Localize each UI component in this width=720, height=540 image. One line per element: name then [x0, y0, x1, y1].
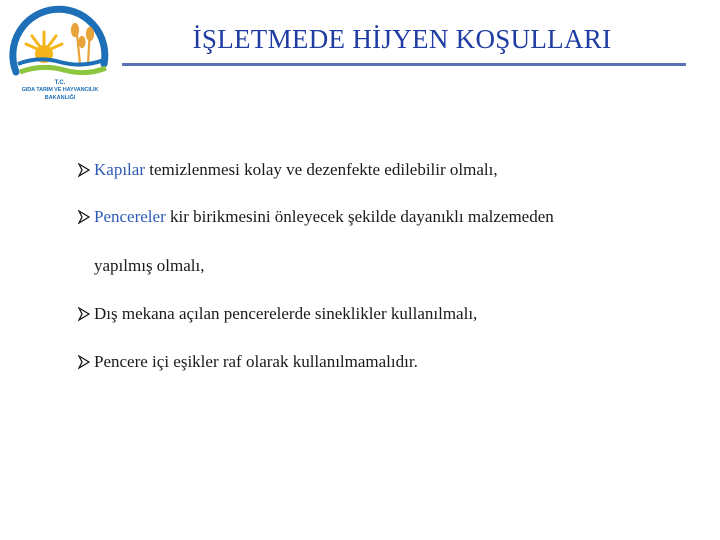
bullet-highlight: Kapılar [94, 160, 145, 179]
arrow-bullet-icon [78, 307, 90, 321]
bullet-highlight: Pencereler [94, 207, 166, 226]
title-divider [122, 63, 686, 66]
logo-emblem-icon [4, 2, 116, 82]
logo-line2: BAKANLIĞI [44, 95, 76, 101]
bullet-continuation: yapılmış olmalı, [94, 256, 205, 275]
ministry-logo [4, 2, 116, 118]
arrow-bullet-icon [78, 355, 90, 369]
arrow-bullet-icon [78, 163, 90, 177]
bullet-text: kir birikmesini önleyecek şekilde dayanıklı malzemeden [165, 207, 554, 226]
logo-line1: GIDA TARIM VE HAYVANCILIK [21, 87, 99, 93]
bullet-text: temizlenmesi kolay ve dezenfekte edilebilir olmalı, [144, 160, 498, 179]
arrow-bullet-icon [78, 210, 90, 224]
bullet-text: Pencere içi eşikler raf olarak kullanılmamalıdır. [94, 352, 418, 371]
page-title: İŞLETMEDE HİJYEN KOŞULLARI [192, 24, 612, 54]
logo-tc: T.C. [54, 80, 66, 86]
bullet-text: Dış mekana açılan pencerelerde sineklikler kullanılmalı, [94, 304, 478, 323]
